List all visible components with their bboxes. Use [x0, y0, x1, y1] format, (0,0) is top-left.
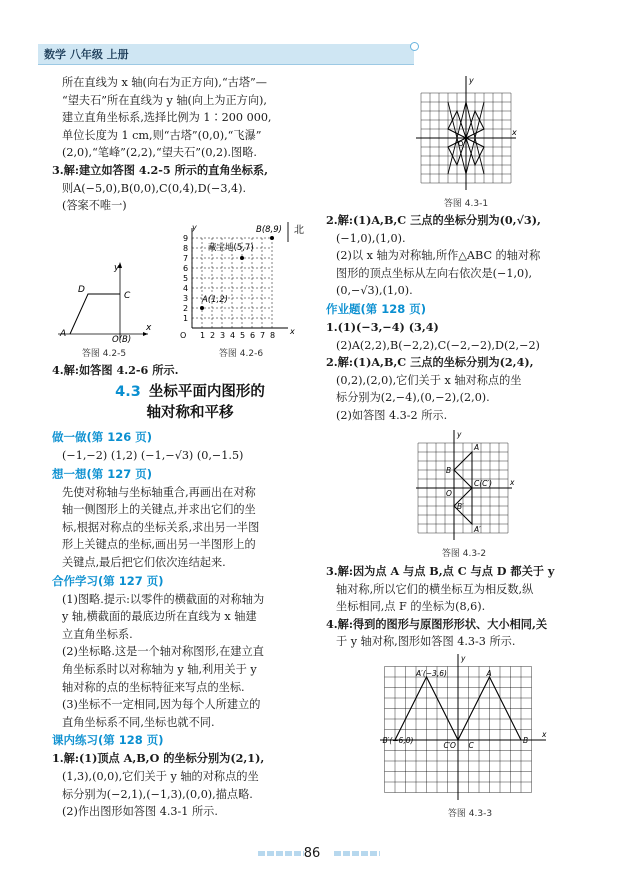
figure-4-3-3 — [370, 652, 550, 802]
fig425-d-label: D — [78, 285, 85, 295]
header-dot-icon — [410, 42, 419, 51]
fig426-north-label: 北 — [294, 225, 304, 236]
fig425-a-label: A — [60, 329, 67, 339]
text-line: 标分别为(2,−4),(0,−2),(2,0). — [336, 391, 490, 405]
y-axis-label: y — [469, 76, 474, 85]
text-line: (1)图略.提示:以零件的横截面的对称轴为 — [62, 592, 265, 606]
text-line: (1,3),(0,0),它们关于 y 轴的对称点的坐 — [62, 769, 259, 783]
text-line: (2)坐标略.这是一个轴对称图形,在建立直 — [62, 645, 264, 659]
text-line: (−1,0),(1,0). — [336, 231, 406, 245]
x-tick-label: 6 — [250, 331, 256, 340]
figure-4-3-2 — [414, 428, 514, 542]
fig426-origin-label: O — [180, 331, 187, 340]
y-tick-label: 2 — [183, 304, 189, 313]
text-line: 3.解:因为点 A 与点 B,点 C 与点 D 都关于 y — [326, 564, 555, 578]
y-tick-label: 7 — [183, 254, 189, 263]
label-a: A — [474, 443, 480, 452]
page-deco-right — [334, 851, 380, 856]
text-line: (−1,−2) (1,2) (−1,−√3) (0,−1.5) — [62, 449, 244, 462]
text-line: “望夫石”所在直线为 y 轴(向上为正方向), — [62, 93, 267, 107]
text-line: 直角坐标系不同,坐标也就不同. — [62, 715, 215, 729]
text-line: (2)如答图 4.3-2 所示. — [336, 408, 448, 422]
y-tick-label: 4 — [183, 284, 189, 293]
point-treasure — [240, 256, 244, 260]
y-tick-label: 3 — [183, 294, 189, 303]
text-line: (0,2),(2,0),它们关于 x 轴对称点的坐 — [336, 373, 522, 387]
page-number: 86 — [303, 846, 321, 861]
text-line: (2,0),“笔峰”(2,2),“望夫石”(0,2).图略. — [62, 146, 257, 160]
fig426-x-label: x — [290, 327, 295, 336]
text-line: 图形的顶点坐标从左向右依次是(−1,0), — [336, 266, 533, 280]
text-line: 标,根据对称点的坐标关系,求出另一半图 — [62, 520, 260, 534]
label-c-prime: C′ — [443, 741, 451, 750]
text-line: 立直角坐标系. — [62, 627, 133, 641]
text-line: 建立直角坐标系,选择比例为 1∶200 000, — [62, 111, 272, 125]
text-line: 3.解:建立如答图 4.2-5 所示的直角坐标系, — [52, 162, 269, 177]
text-line: 先使对称轴与坐标轴重合,再画出在对称 — [62, 485, 256, 499]
text-line: 轴对称,所以它们的横坐标互为相反数,纵 — [336, 582, 534, 596]
text-line: 2.解:(1)A,B,C 三点的坐标分别为(2,4), — [326, 355, 534, 370]
left-text-bottom — [52, 428, 322, 821]
text-line: 作业题(第 128 页) — [326, 301, 427, 316]
header-rule — [38, 64, 414, 65]
y-tick-label: 5 — [183, 274, 189, 283]
origin-label: O — [446, 489, 452, 498]
fig426-b-label: B(8,9) — [256, 225, 282, 235]
label-b: B — [446, 466, 452, 475]
text-line: (答案不唯一) — [62, 199, 127, 213]
point-b — [270, 236, 274, 240]
point-a — [200, 306, 204, 310]
right-text-top — [326, 212, 614, 425]
text-line: 坐标相同,点 F 的坐标为(8,6). — [336, 600, 486, 614]
label-a-prime: A′ — [474, 525, 481, 534]
x-axis-label: x — [542, 730, 547, 739]
y-axis-label: y — [457, 430, 462, 439]
label-c: C(C′) — [474, 479, 493, 488]
x-tick-label: 8 — [270, 331, 276, 340]
text-line: 轴一侧图形上的关键点,并求出它们的坐 — [62, 503, 256, 517]
figure-4-2-5 — [54, 258, 154, 345]
text-line: y 轴,横截面的最底边所在直线为 x 轴建 — [62, 610, 257, 624]
label-b-prime: B′ — [457, 502, 464, 511]
caption-4-3-2: 答图 4.3-2 — [441, 549, 487, 559]
text-line: (0,−√3),(1,0). — [336, 284, 413, 298]
header-label: 数学 八年级 上册 — [44, 48, 129, 61]
origin-label: O — [458, 140, 464, 148]
caption-4-3-1: 答图 4.3-1 — [443, 199, 489, 209]
fig426-a-label: A(1,2) — [202, 295, 228, 305]
text-line: 关键点,最后把它们依次连结起来. — [62, 555, 226, 569]
text-line: 于 y 轴对称,图形如答图 4.3-3 所示. — [336, 635, 516, 649]
y-tick-label: 8 — [183, 244, 189, 253]
text-line: (2)作出图形如答图 4.3-1 所示. — [62, 805, 218, 819]
fig426-y-label: y — [192, 223, 197, 232]
fig425-x-label: x — [146, 323, 152, 333]
right-text-bottom — [326, 563, 614, 651]
text-line: 4.解:得到的图形与原图形形状、大小相同,关 — [326, 616, 548, 631]
figure-4-2-6 — [168, 220, 320, 344]
text-line: (2)以 x 轴为对称轴,所作△ABC 的轴对称 — [336, 249, 541, 263]
text-line: 课内练习(第 128 页) — [52, 733, 164, 748]
x-tick-label: 3 — [220, 331, 226, 340]
x-axis-label: x — [512, 128, 517, 137]
caption-4-2-5: 答图 4.2-5 — [81, 349, 127, 359]
left-text-top — [52, 74, 322, 215]
text-line: 形上关键点的坐标,画出另一半图形上的 — [62, 538, 256, 552]
label-a: A — [486, 669, 492, 678]
fig426-treasure-label: 藏宝地(5,7) — [208, 243, 254, 253]
x-tick-label: 5 — [240, 331, 246, 340]
text-line: 则A(−5,0),B(0,0),C(0,4),D(−3,4). — [62, 181, 247, 195]
label-b: B — [523, 736, 529, 745]
fig425-y-label: y — [114, 263, 120, 273]
y-tick-label: 9 — [183, 234, 189, 243]
label-c: C — [468, 741, 474, 750]
x-tick-label: 1 — [200, 331, 206, 340]
section-number: 4.3 — [115, 384, 141, 400]
text-line: 1.(1)(−3,−4) (3,4) — [326, 319, 439, 334]
y-tick-label: 1 — [183, 314, 189, 323]
text-line: 所在直线为 x 轴(向右为正方向),“古塔”— — [62, 76, 267, 89]
x-tick-label: 7 — [260, 331, 266, 340]
text-line: 2.解:(1)A,B,C 三点的坐标分别为(0,√3), — [326, 213, 541, 227]
fig425-c-label: C — [124, 291, 131, 301]
section-title-line2: 轴对称和平移 — [146, 405, 234, 421]
figure-4-3-1 — [412, 74, 520, 192]
text-line: (2)A(2,2),B(−2,2),C(−2,−2),D(2,−2) — [336, 338, 540, 352]
fig425-b-label: O(B) — [112, 335, 132, 345]
section-heading — [70, 382, 310, 424]
label-b-prime: B′(−6,0) — [382, 736, 414, 745]
text-line: 1.解:(1)顶点 A,B,O 的坐标分别为(2,1), — [52, 751, 265, 766]
y-axis-label: y — [461, 654, 466, 663]
caption-4-3-3: 答图 4.3-3 — [447, 809, 493, 819]
label-a-prime: A′(−3,6) — [416, 669, 447, 678]
origin-label: O — [450, 741, 456, 750]
text-line: 想一想(第 127 页) — [52, 466, 153, 481]
text-line: 合作学习(第 127 页) — [52, 573, 164, 588]
x-tick-label: 2 — [210, 331, 216, 340]
text-line: 角坐标系时以对称轴为 y 轴,利用关于 y — [62, 662, 257, 676]
caption-4-2-6: 答图 4.2-6 — [218, 349, 264, 359]
q4-answer: 4.解:如答图 4.2-6 所示. — [52, 363, 179, 377]
text-line: 标分别为(−2,1),(−1,3),(0,0),描点略. — [62, 787, 253, 801]
text-line: 单位长度为 1 cm,则“古塔”(0,0),“飞瀑” — [62, 128, 262, 142]
x-tick-label: 4 — [230, 331, 236, 340]
x-axis-label: x — [510, 478, 515, 487]
y-tick-label: 6 — [183, 264, 189, 273]
text-line: 做一做(第 126 页) — [52, 430, 153, 444]
section-title-line1: 坐标平面内图形的 — [148, 384, 265, 400]
text-line: 轴对称的点的坐标特征来写点的坐标. — [62, 680, 245, 694]
text-line: (3)坐标不一定相同,因为每个人所建立的 — [62, 698, 261, 712]
